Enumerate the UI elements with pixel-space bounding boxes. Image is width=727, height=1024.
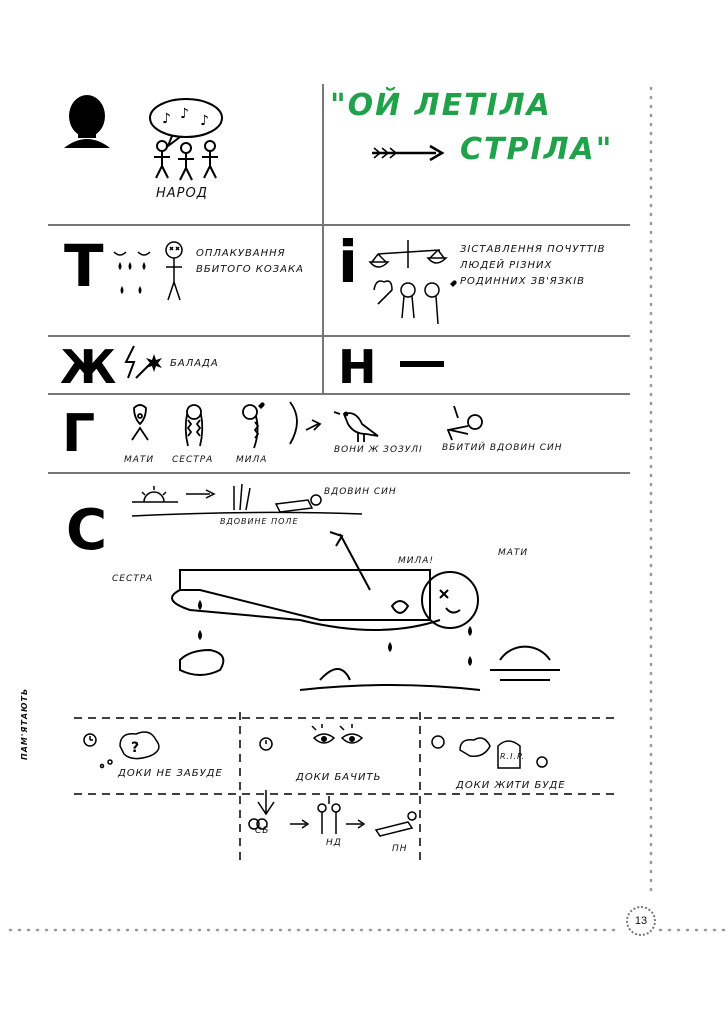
rip-label: R.I.P. (500, 752, 526, 761)
letter-i: і (338, 228, 358, 296)
fallen-cossack-icon (140, 530, 560, 700)
s-label-sister: СЕСТРА (112, 574, 154, 584)
t-text: ОПЛАКУВАННЯ ВБИТОГО КОЗАКА (196, 248, 304, 275)
title-line-1: "ОЙ ЛЕТІЛА (330, 88, 552, 123)
g-label-sister: СЕСТРА (172, 455, 214, 465)
head-silhouette-icon (60, 92, 120, 152)
grid-hline-2 (48, 335, 630, 337)
n-dash (400, 361, 444, 367)
remember-item-3: ДОКИ ЖИТИ БУДЕ (456, 780, 566, 791)
letter-t: Т (64, 232, 104, 300)
g-label-mother: МАТИ (124, 455, 155, 465)
day-saturday: СБ (255, 826, 270, 836)
lightning-wand-icon (120, 344, 170, 384)
day-monday: ПН (392, 844, 408, 854)
g-label-cuckoos: ВОНИ Ж ЗОЗУЛІ (334, 445, 423, 455)
narod-label: НАРОД (156, 186, 208, 201)
remember-vertical-label: ПАМ'ЯТАЮТЬ (20, 687, 29, 760)
crying-person-icon (108, 240, 188, 310)
grid-hline-1 (48, 224, 630, 226)
title-line-2: СТРІЛА" (460, 132, 614, 167)
day-sunday: НД (326, 838, 342, 848)
grid-hline-4 (48, 472, 630, 474)
singing-people-icon (146, 96, 236, 186)
remember-item-2: ДОКИ БАЧИТЬ (296, 772, 382, 783)
scales-family-icon (368, 238, 458, 328)
grid-vline-top (322, 84, 324, 394)
i-text: ЗІСТАВЛЕННЯ ПОЧУТТІВ ЛЮДЕЙ РІЗНИХ РОДИННИХ ЗВ'ЯЗКІВ (460, 244, 606, 287)
remember-doodles (80, 724, 560, 864)
remember-item-1: ДОКИ НЕ ЗАБУДЕ (118, 768, 223, 779)
svg-text:♪: ♪ (180, 106, 189, 122)
svg-text:♪: ♪ (200, 113, 209, 129)
svg-text:♪: ♪ (162, 111, 171, 127)
letter-n: Н (338, 340, 377, 394)
arrow-icon (370, 143, 450, 163)
s-label-field: ВДОВИНЕ ПОЛЕ (220, 517, 299, 526)
svg-text:?: ? (131, 740, 140, 756)
g-label-son: ВБИТИЙ ВДОВИН СИН (442, 443, 563, 453)
s-label-mother: МАТИ (498, 548, 529, 558)
letter-g: Г (62, 404, 96, 464)
g-label-beloved: МИЛА (236, 455, 268, 465)
s-label-beloved: МИЛА! (398, 556, 435, 566)
letter-s: С (66, 498, 108, 563)
s-label-son: ВДОВИН СИН (324, 487, 397, 497)
letter-zh: Ж (60, 340, 117, 394)
page-number: 13 (626, 906, 656, 936)
zh-text: БАЛАДА (170, 358, 219, 369)
